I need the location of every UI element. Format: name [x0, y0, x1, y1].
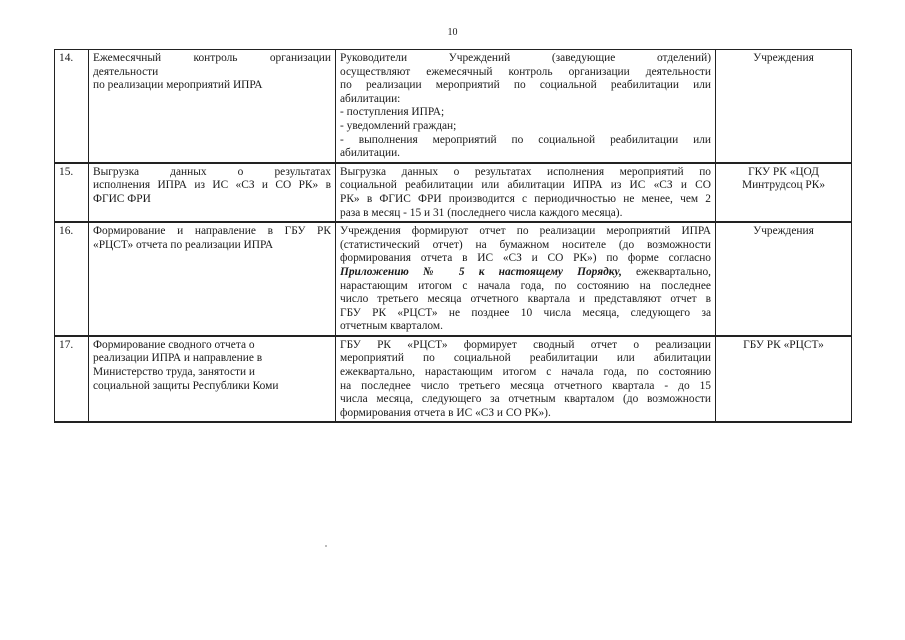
row-number: 15. — [55, 163, 89, 222]
desc-line: абилитации: — [340, 92, 401, 105]
desc-line: (статистический отчет) на бумажном носителе (до возможности — [340, 238, 711, 251]
desc-line: отчетным кварталом. — [340, 320, 443, 333]
task-line: Выгрузка данных о результатах — [93, 165, 331, 178]
description-cell — [336, 222, 716, 336]
task-line: «РЦСТ» отчета по реализации ИПРА — [93, 238, 274, 251]
desc-line: по реализации мероприятий по социальной реабилитации или — [340, 79, 711, 92]
desc-line: формирования отчета в ИС «СЗ и СО РК») по форме согласно — [340, 252, 711, 265]
responsible-cell — [716, 163, 852, 222]
row-number: 16. — [55, 222, 89, 336]
desc-line-with-reference — [340, 266, 711, 280]
task-line: Ежемесячный контроль организации — [93, 52, 331, 64]
task-line: по реализации мероприятий ИПРА — [93, 79, 263, 92]
desc-line: мероприятий по социальной реабилитации или абилитации — [340, 352, 711, 365]
desc-fragment: ежеквартально, — [636, 265, 711, 278]
responsible-cell: Учреждения — [716, 50, 852, 163]
row-number: 14. — [55, 50, 89, 163]
appendix-reference: Приложению № 5 к настоящему Порядку, — [340, 265, 622, 278]
desc-line: на последнее число третьего месяца отчетного квартала - до 15 — [340, 379, 711, 392]
page-number: 10 — [447, 27, 458, 38]
desc-line: число третьего месяца отчетного квартала и представляют отчет в — [340, 293, 711, 306]
description-cell — [336, 336, 716, 423]
row-number: 17. — [55, 336, 89, 423]
description-cell — [336, 163, 716, 222]
desc-line: РК» в ФГИС ФРИ производится с периодичностью не менее, чем 2 — [340, 192, 711, 205]
desc-line: ГБУ РК «РЦСТ» не позднее 10 числа месяца, следующего за — [340, 306, 711, 319]
desc-line: формирования отчета в ИС «СЗ и СО РК»). — [340, 406, 551, 419]
desc-line: числа месяца, следующего за отчетным кварталом (до возможности — [340, 393, 711, 406]
desc-line: - выполнения мероприятий по социальной реабилитации или — [340, 133, 711, 146]
desc-line: - уведомлений граждан; — [340, 119, 457, 132]
task-line: ФГИС ФРИ — [93, 192, 151, 205]
table-row — [55, 163, 852, 222]
desc-line: - поступления ИПРА; — [340, 106, 445, 119]
desc-line: раза в месяц - 15 и 31 (последнего числа каждого месяца). — [340, 206, 623, 219]
responsible-cell: Учреждения — [716, 222, 852, 336]
desc-line: нарастающим итогом с начала года, по состоянию на последнее — [340, 279, 711, 292]
desc-line: ГБУ РК «РЦСТ» формирует сводный отчет о реализации — [340, 338, 711, 351]
responsible-line: ГКУ РК «ЦОД — [748, 165, 819, 178]
task-cell — [89, 222, 336, 336]
table-row — [55, 50, 852, 163]
task-cell — [89, 163, 336, 222]
task-line: исполнения ИПРА из ИС «СЗ и СО РК» в — [93, 179, 331, 192]
procedure-table — [54, 49, 852, 423]
task-cell — [89, 50, 336, 163]
table-row — [55, 336, 852, 423]
desc-line: Учреждения формируют отчет по реализации мероприятий ИПРА — [340, 225, 711, 238]
desc-line: социальной реабилитации или абилитации ИПРА из ИС «СЗ и СО — [340, 179, 711, 192]
desc-line: абилитации. — [340, 147, 401, 160]
responsible-line: Минтрудсоц РК» — [741, 179, 826, 192]
responsible-cell: ГБУ РК «РЦСТ» — [716, 336, 852, 423]
task-line: реализации ИПРА и направление в — [93, 352, 263, 365]
scan-speck — [325, 545, 327, 547]
task-line: Формирование сводного отчета о — [93, 338, 255, 351]
desc-line: осуществляют ежемесячный контроль организации деятельности — [340, 65, 711, 78]
desc-line: Руководители Учреждений (заведующие отделений) — [340, 52, 711, 64]
description-cell — [336, 50, 716, 163]
task-line: социальной защиты Республики Коми — [93, 379, 279, 392]
table-row — [55, 222, 852, 336]
desc-line: ежеквартально, нарастающим итогом с начала года, по состоянию — [340, 366, 711, 379]
task-line: Формирование и направление в ГБУ РК — [93, 225, 331, 238]
task-cell — [89, 336, 336, 423]
desc-line: Выгрузка данных о результатах исполнения мероприятий по — [340, 165, 711, 178]
task-line: деятельности — [93, 65, 159, 78]
task-line: Министерство труда, занятости и — [93, 366, 256, 379]
